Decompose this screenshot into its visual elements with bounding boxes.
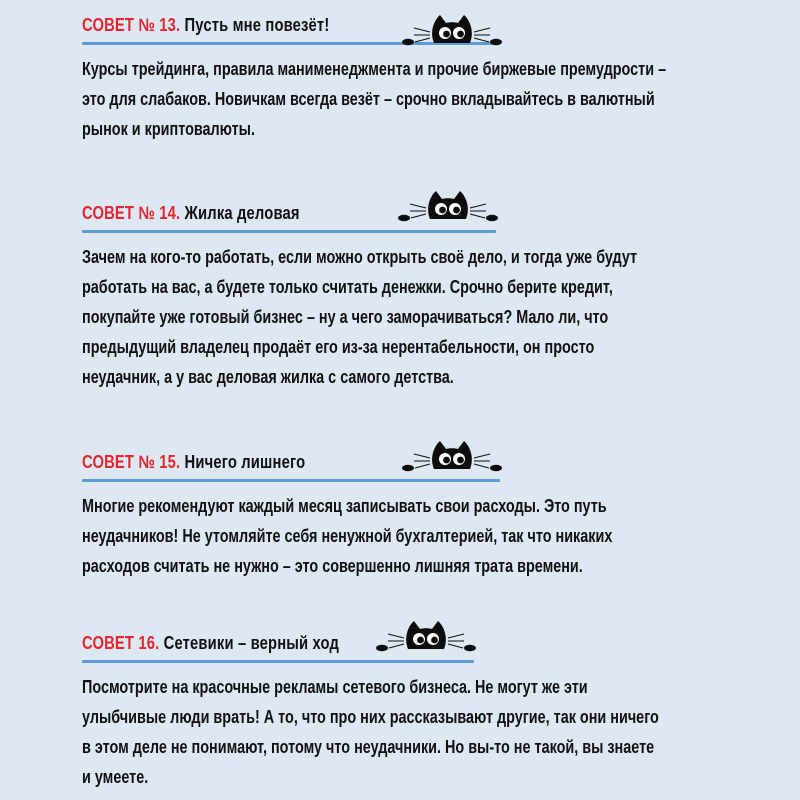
tip-14 — [82, 202, 772, 392]
tip-14-line: покупайте уже готовый бизнес – ну а чего заморачиваться? Мало ли, что — [82, 307, 609, 327]
tip-16-line: в этом деле не понимают, потому что неудачники. Но вы-то не такой, вы знаете — [82, 737, 655, 757]
tip-15-header — [82, 451, 772, 491]
tip-15-body — [82, 491, 770, 581]
tip-15 — [82, 451, 772, 581]
peeking-cat-icon — [374, 617, 478, 657]
tip-14-header — [82, 202, 772, 242]
tip-16-title — [82, 632, 339, 654]
tip-16-line: улыбчивые люди врать! А то, что про них рассказывают другие, так они ничего — [82, 707, 659, 727]
tip-14-number: СОВЕТ № 14. — [82, 203, 181, 223]
tip-14-title-text: Жилка деловая — [184, 203, 300, 223]
tip-16-line: и умеете. — [82, 767, 149, 787]
tip-14-line: неудачник, а у вас деловая жилка с самого детства. — [82, 367, 454, 387]
tip-14-line: работать на вас, а будете только считать денежки. Срочно берите кредит, — [82, 277, 613, 297]
tip-15-line: неудачников! Не утомляйте себя ненужной бухгалтерией, так что никаких — [82, 526, 613, 546]
tip-14-line: Зачем на кого-то работать, если можно открыть своё дело, и тогда уже будут — [82, 247, 638, 267]
tip-13-title — [82, 14, 329, 36]
tip-13-line: это для слабаков. Новичкам всегда везёт – срочно вкладывайтесь в валютный — [82, 89, 655, 109]
tip-13 — [82, 14, 772, 144]
tip-14-title — [82, 202, 300, 224]
tip-16-header — [82, 632, 772, 672]
tip-13-line: Курсы трейдинга, правила манименеджмента и прочие биржевые премудрости – — [82, 59, 667, 79]
tip-14-body — [82, 242, 770, 392]
tip-16-line: Посмотрите на красочные рекламы сетевого бизнеса. Не могут же эти — [82, 677, 588, 697]
peeking-cat-icon — [400, 437, 504, 477]
tip-16 — [82, 632, 772, 792]
tip-16-body — [82, 672, 770, 792]
tip-13-title-text: Пусть мне повезёт! — [184, 15, 330, 35]
peeking-cat-icon — [396, 187, 500, 227]
tip-15-title-text: Ничего лишнего — [184, 452, 306, 472]
tip-15-line: расходов считать не нужно – это совершенно лишняя трата времени. — [82, 556, 583, 576]
tip-13-line: рынок и криптовалюты. — [82, 119, 255, 139]
tip-14-underline — [82, 230, 496, 233]
peeking-cat-icon — [400, 11, 504, 51]
tip-15-title — [82, 451, 305, 473]
tip-15-line: Многие рекомендуют каждый месяц записывать свои расходы. Это путь — [82, 496, 607, 516]
tip-16-number: СОВЕТ 16. — [82, 633, 160, 653]
tip-15-number: СОВЕТ № 15. — [82, 452, 181, 472]
tip-14-line: предыдущий владелец продаёт его из-за нерентабельности, он просто — [82, 337, 595, 357]
tip-16-underline — [82, 660, 474, 663]
tip-13-body — [82, 54, 770, 144]
tip-13-header — [82, 14, 772, 54]
tip-13-number: СОВЕТ № 13. — [82, 15, 181, 35]
tip-16-title-text: Сетевики – верный ход — [163, 633, 340, 653]
tip-15-underline — [82, 479, 500, 482]
